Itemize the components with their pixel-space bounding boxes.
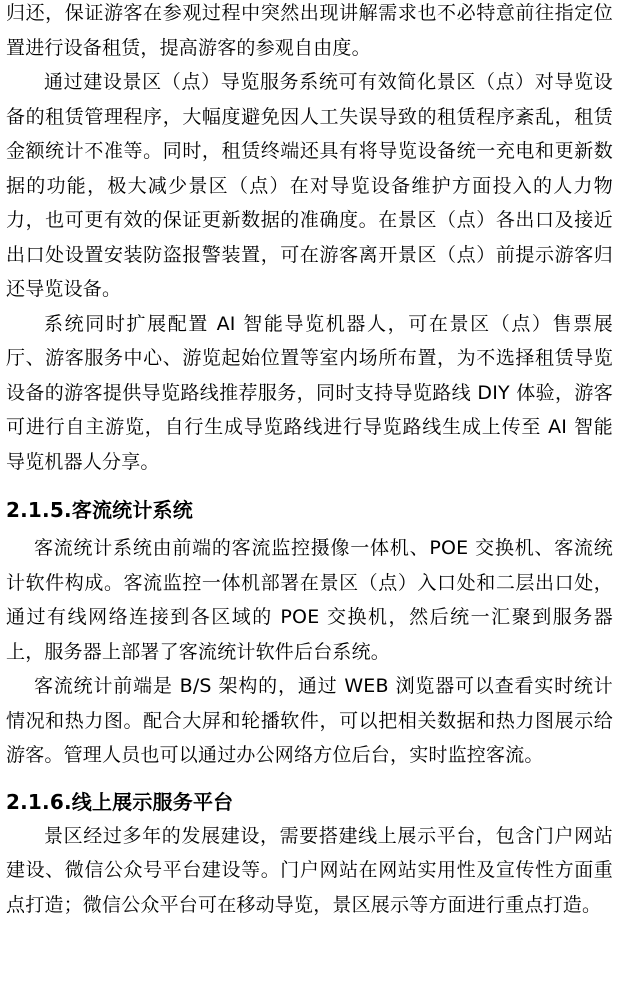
- paragraph-ai-robot: 系统同时扩展配置 AI 智能导览机器人，可在景区（点）售票展厅、游客服务中心、游览起始位置等室内场所布置，为不选择租赁导览设备的游客提供导览路线推荐服务，同时支持导览路线 DIY 体验，游客可进行自主游览，自行生成导览路线进行导览路线生成上传至 AI 智能导览机器人分享。: [6, 312, 613, 473]
- paragraph-rental-return: 归还，保证游客在参观过程中突然出现讲解需求也不必特意前往指定位置进行设备租赁，提高游客的参观自由度。: [6, 2, 613, 59]
- paragraph-passenger-flow-frontend: 客流统计前端是 B/S 架构的，通过 WEB 浏览器可以查看实时统计情况和热力图。配合大屏和轮播软件，可以把相关数据和热力图展示给游客。管理人员也可以通过办公网络方位后台，实时监控客流。: [6, 675, 613, 766]
- paragraph-online-platform: 景区经过多年的发展建设，需要搭建线上展示平台，包含门户网站建设、微信公众号平台建设等。门户网站在网站实用性及宣传性方面重点打造；微信公众平台可在移动导览，景区展示等方面进行重点打造。: [6, 824, 613, 916]
- paragraph-guide-system-benefits: 通过建设景区（点）导览服务系统可有效简化景区（点）对导览设备的租赁管理程序，大幅度避免因人工失误导致的租赁程序紊乱，租赁金额统计不准等。同时，租赁终端还具有将导览设备统一充电和更新数据的功能，极大减少景区（点）在对导览设备维护方面投入的人力物力，也可更有效的保证更新数据的准确度。在景区（点）各出口及接近出口处设置安装防盗报警装置，可在游客离开景区（点）前提示游客归还导览设备。: [6, 71, 613, 300]
- section-heading-online-platform: 2.1.6.线上展示服务平台: [6, 789, 234, 814]
- paragraph-passenger-flow-composition: 客流统计系统由前端的客流监控摄像一体机、POE 交换机、客流统计软件构成。客流监控一体机部署在景区（点）入口处和二层出口处，通过有线网络连接到各区域的 POE 交换机，然后统一汇聚到服务器上，服务器上部署了客流统计软件后台系统。: [6, 537, 613, 663]
- section-heading-passenger-flow: 2.1.5.客流统计系统: [6, 498, 193, 522]
